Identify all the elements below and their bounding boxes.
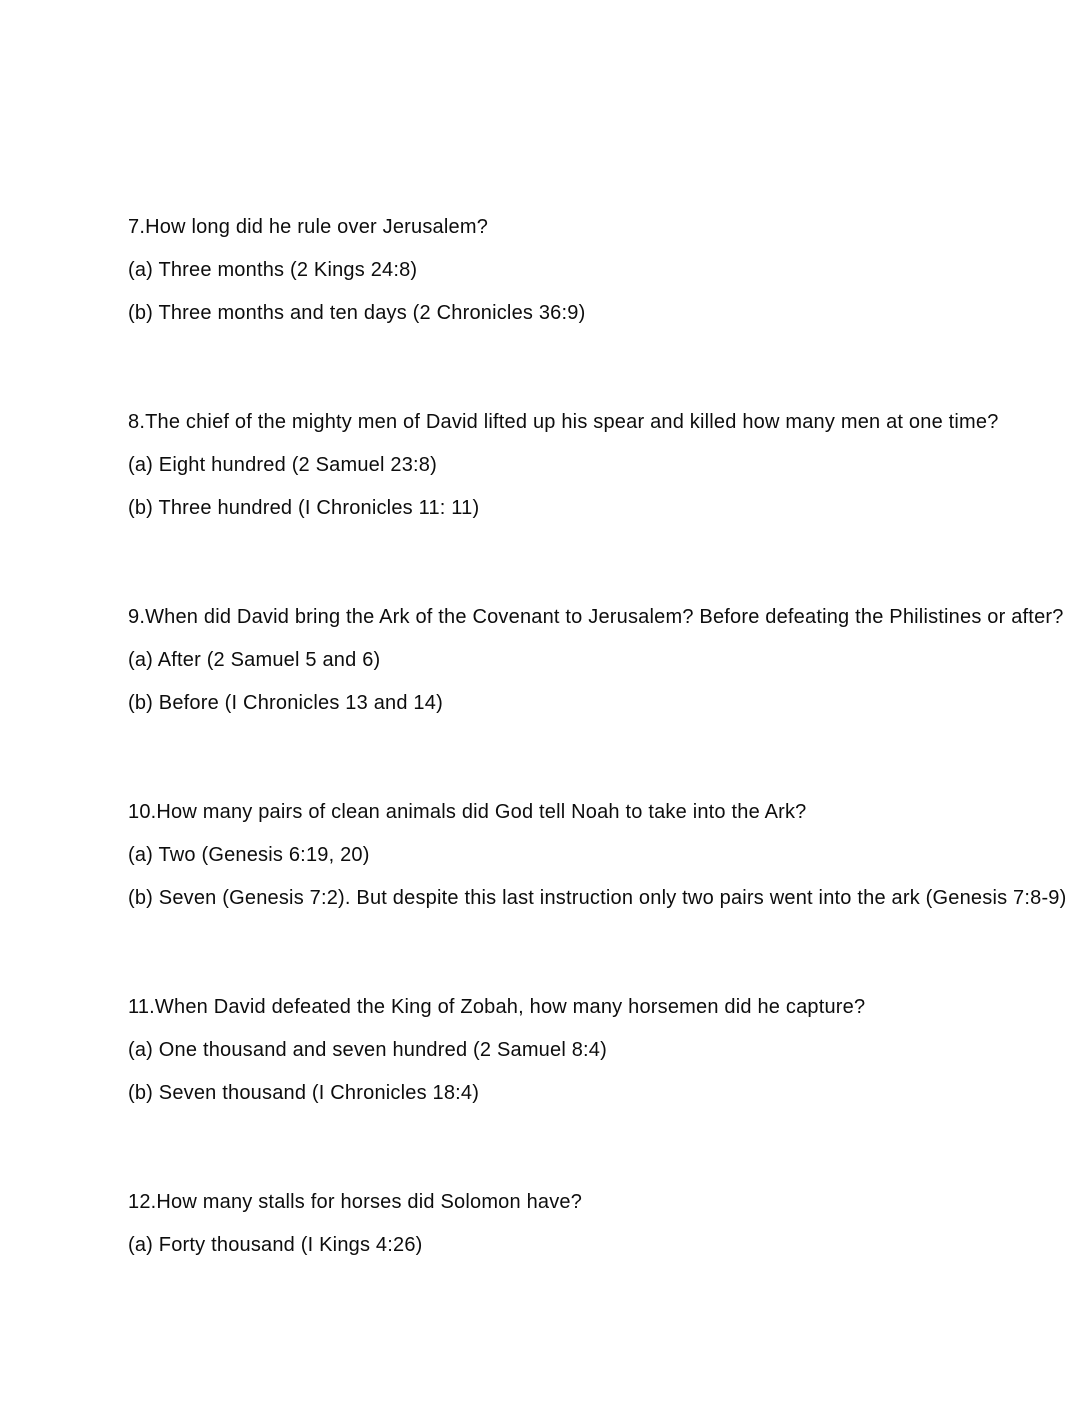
answer-option-a: (a) Three months (2 Kings 24:8) <box>128 259 418 281</box>
answer-option-b: (b) Seven (Genesis 7:2). But despite this last instruction only two pairs went into the ark (Genesis 7:8-9) <box>128 887 1067 909</box>
answer-option-b: (b) Three hundred (I Chronicles 11: 11) <box>128 497 480 519</box>
answer-option-b: (b) Three months and ten days (2 Chronicles 36:9) <box>128 302 586 324</box>
qa-block-q11 <box>128 986 988 1115</box>
qa-block-q10 <box>128 791 1067 920</box>
question-text: 9.When did David bring the Ark of the Covenant to Jerusalem? Before defeating the Philistines or after? <box>128 606 1064 628</box>
qa-block-q7 <box>128 206 988 335</box>
answer-option-a: (a) One thousand and seven hundred (2 Samuel 8:4) <box>128 1039 607 1061</box>
question-text: 8.The chief of the mighty men of David lifted up his spear and killed how many men at one time? <box>128 411 999 433</box>
question-text: 12.How many stalls for horses did Solomon have? <box>128 1191 583 1213</box>
qa-block-q8 <box>128 401 999 530</box>
qa-block-q12 <box>128 1181 988 1267</box>
answer-option-a: (a) After (2 Samuel 5 and 6) <box>128 649 381 671</box>
question-text: 11.When David defeated the King of Zobah, how many horsemen did he capture? <box>128 996 866 1018</box>
question-text: 7.How long did he rule over Jerusalem? <box>128 216 489 238</box>
answer-option-a: (a) Eight hundred (2 Samuel 23:8) <box>128 454 437 476</box>
question-text: 10.How many pairs of clean animals did God tell Noah to take into the Ark? <box>128 801 807 823</box>
document-body <box>128 206 1067 1267</box>
answer-option-a: (a) Two (Genesis 6:19, 20) <box>128 844 370 866</box>
answer-option-b: (b) Before (I Chronicles 13 and 14) <box>128 692 443 714</box>
qa-block-q9 <box>128 596 1064 725</box>
answer-option-a: (a) Forty thousand (I Kings 4:26) <box>128 1234 423 1256</box>
answer-option-b: (b) Seven thousand (I Chronicles 18:4) <box>128 1082 480 1104</box>
